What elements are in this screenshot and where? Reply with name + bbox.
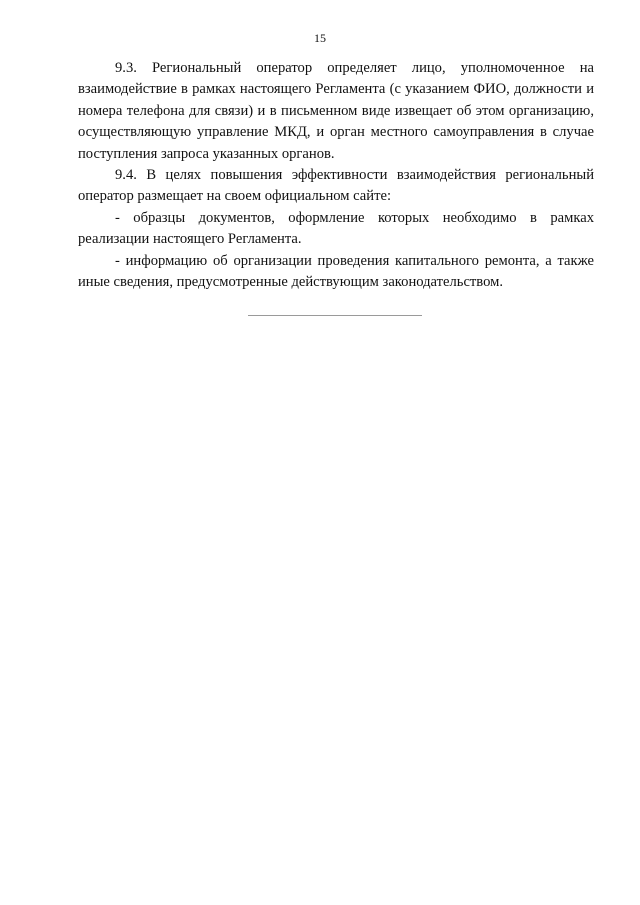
page-number: 15	[314, 31, 326, 45]
list-item-document-samples: - образцы документов, оформление которых необходимо в рамках реализации настоящего Регламента.	[78, 209, 594, 248]
paragraph-9-4: 9.4. В целях повышения эффективности взаимодействия региональный оператор размещает на своем официальном сайте:	[78, 167, 594, 205]
list-item-repair-information: - информацию об организации проведения капитального ремонта, а также иные сведения, предусмотренные действующим законодательством.	[78, 252, 594, 291]
end-separator-line	[248, 315, 422, 316]
paragraph-9-3: 9.3. Региональный оператор определяет лицо, уполномоченное на взаимодействие в рамках настоящего Регламента (с указанием ФИО, должности и номера телефона для связи) и в письменном виде извещает об этом организацию, осуществляющую управление МКД, и орган местного самоуправления в случае поступления запроса указанных органов.	[78, 60, 594, 162]
document-body	[78, 58, 594, 293]
